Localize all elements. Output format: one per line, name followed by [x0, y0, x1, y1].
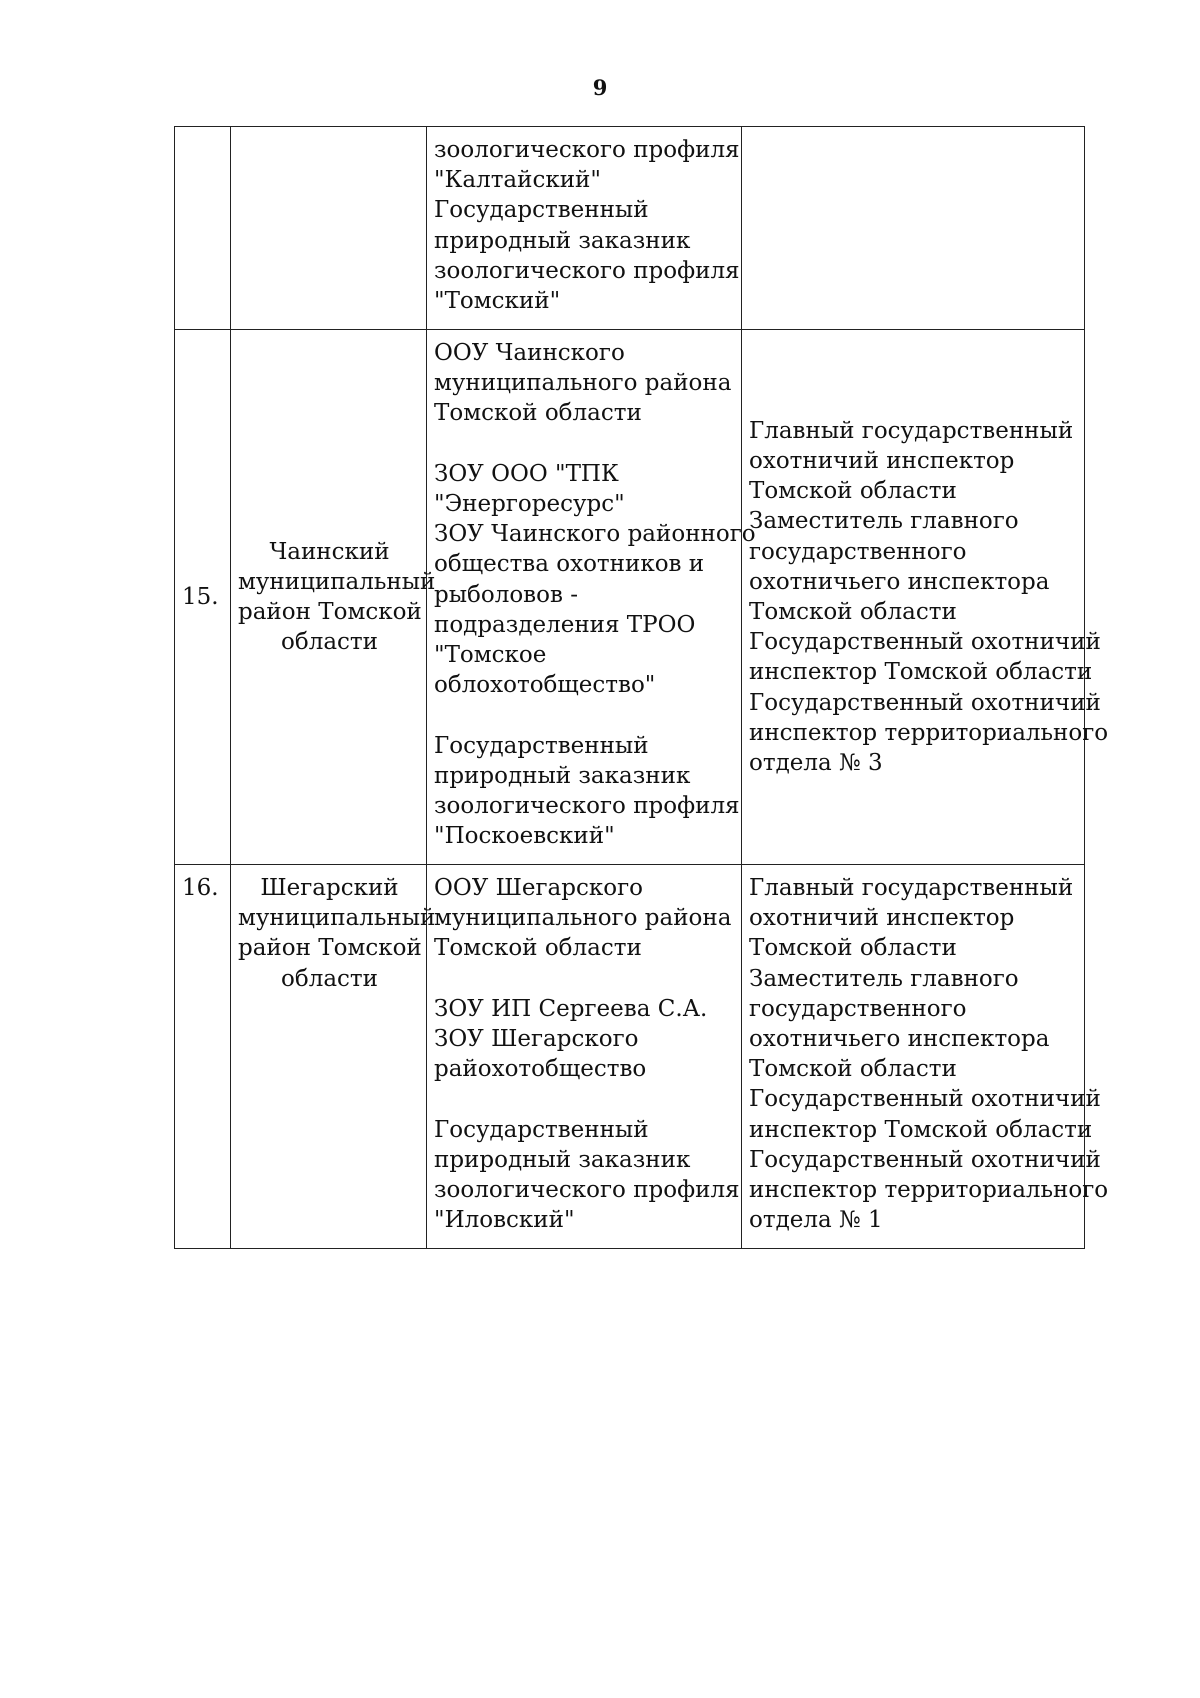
row-number-cell	[175, 330, 231, 865]
text-line: ЗОУ ИП Сергеева С.А.	[434, 995, 708, 1022]
district-line: области	[281, 629, 378, 656]
inspectors-cell	[742, 865, 1109, 1249]
text-line: подразделения ТРОО	[434, 611, 696, 638]
row-number-cell	[175, 865, 231, 1249]
text-line: отдела № 1	[749, 1207, 883, 1234]
hunting-areas-cell	[427, 330, 756, 865]
text-line: Заместитель главного	[749, 508, 1019, 535]
page-number: 9	[592, 75, 608, 100]
text-line: Государственный охотничий	[749, 629, 1101, 656]
text-line: общества охотников и	[434, 551, 705, 578]
text-line: охотничий инспектор	[749, 905, 1015, 932]
text-line: природный заказник	[434, 762, 691, 789]
text-line: "Томское	[434, 642, 547, 669]
text-line: "Поскоевский"	[434, 823, 615, 850]
text-line: Томской области	[749, 478, 957, 505]
text-line: Томской области	[749, 599, 957, 625]
area-block	[434, 338, 736, 429]
text-line: зоологического профиля	[434, 257, 740, 284]
text-line: Главный государственный	[749, 875, 1074, 901]
hunting-areas-table	[174, 126, 1109, 1249]
text-line: муниципального района	[434, 905, 732, 932]
hunting-areas-cell	[427, 865, 742, 1249]
text-line: охотничий инспектор	[749, 447, 1015, 474]
text-line: природный заказник	[434, 1146, 691, 1173]
spacer	[434, 1084, 736, 1114]
hunting-areas-cell	[427, 127, 742, 330]
district-cell	[231, 127, 427, 330]
text-line: Томской области	[749, 1056, 957, 1083]
area-block	[434, 1115, 740, 1236]
area-block	[434, 135, 740, 316]
area-block	[434, 731, 740, 852]
district-line: район Томской	[238, 599, 422, 625]
text-line: инспектор территориального	[749, 1177, 1109, 1204]
text-line: государственного	[749, 995, 967, 1022]
district-line: области	[281, 965, 378, 992]
row-number: 15.	[182, 583, 219, 610]
district-cell	[231, 865, 436, 1249]
text-line: рыболовов -	[434, 581, 579, 608]
text-line: "Энергоресурс"	[434, 491, 625, 517]
text-line: муниципального района	[434, 370, 732, 397]
text-line: Главный государственный	[749, 417, 1074, 444]
table-row	[175, 127, 1085, 330]
row-number-cell	[175, 127, 231, 330]
table-row	[175, 330, 1085, 865]
district-line: Шегарский	[260, 875, 399, 901]
text-line: "Иловский"	[434, 1207, 575, 1234]
row-number: 16.	[182, 875, 219, 901]
text-line: облохотобщество"	[434, 672, 656, 699]
spacer	[434, 429, 736, 459]
text-line: Заместитель главного	[749, 965, 1019, 992]
table-row	[175, 865, 1085, 1249]
spacer	[434, 964, 736, 994]
district-cell	[231, 330, 436, 865]
text-line: отдела № 3	[749, 750, 883, 777]
text-line: зоологического профиля	[434, 137, 740, 163]
text-line: "Томский"	[434, 288, 561, 315]
text-line: инспектор территориального	[749, 719, 1109, 746]
spacer	[434, 700, 736, 730]
area-block	[434, 994, 736, 1085]
text-line: Государственный охотничий	[749, 689, 1101, 716]
district-line: муниципальный	[238, 568, 436, 595]
text-line: зоологического профиля	[434, 793, 740, 820]
text-line: охотничьего инспектора	[749, 568, 1050, 595]
text-line: государственного	[749, 538, 967, 565]
text-line: зоологического профиля	[434, 1177, 740, 1203]
text-line: ООУ Шегарского	[434, 875, 643, 901]
text-line: Государственный	[434, 197, 649, 224]
text-line: Государственный	[434, 732, 649, 759]
area-block	[434, 459, 756, 701]
text-line: инспектор Томской области	[749, 659, 1093, 686]
text-line: Томской области	[434, 400, 642, 427]
text-line: Государственный охотничий	[749, 1146, 1101, 1173]
text-line: ЗОУ Чаинского районного	[434, 521, 756, 548]
area-block	[434, 873, 736, 964]
district-line: район Томской	[238, 935, 422, 962]
text-line: ЗОУ ООО "ТПК	[434, 460, 619, 487]
text-line: райохотобщество	[434, 1056, 647, 1083]
inspectors-cell	[742, 127, 1085, 330]
text-line: Государственный	[434, 1116, 649, 1143]
text-line: инспектор Томской области	[749, 1116, 1093, 1143]
district-line: Чаинский	[269, 538, 390, 565]
text-line: охотничьего инспектора	[749, 1026, 1050, 1053]
text-line: Государственный охотничий	[749, 1086, 1101, 1113]
text-line: "Калтайский"	[434, 167, 601, 194]
text-line: природный заказник	[434, 227, 691, 254]
text-line: Томской области	[434, 935, 642, 962]
text-line: ЗОУ Шегарского	[434, 1026, 639, 1052]
text-line: ООУ Чаинского	[434, 340, 625, 366]
inspectors-cell	[742, 330, 1109, 865]
district-line: муниципальный	[238, 905, 436, 932]
text-line: Томской области	[749, 935, 957, 962]
